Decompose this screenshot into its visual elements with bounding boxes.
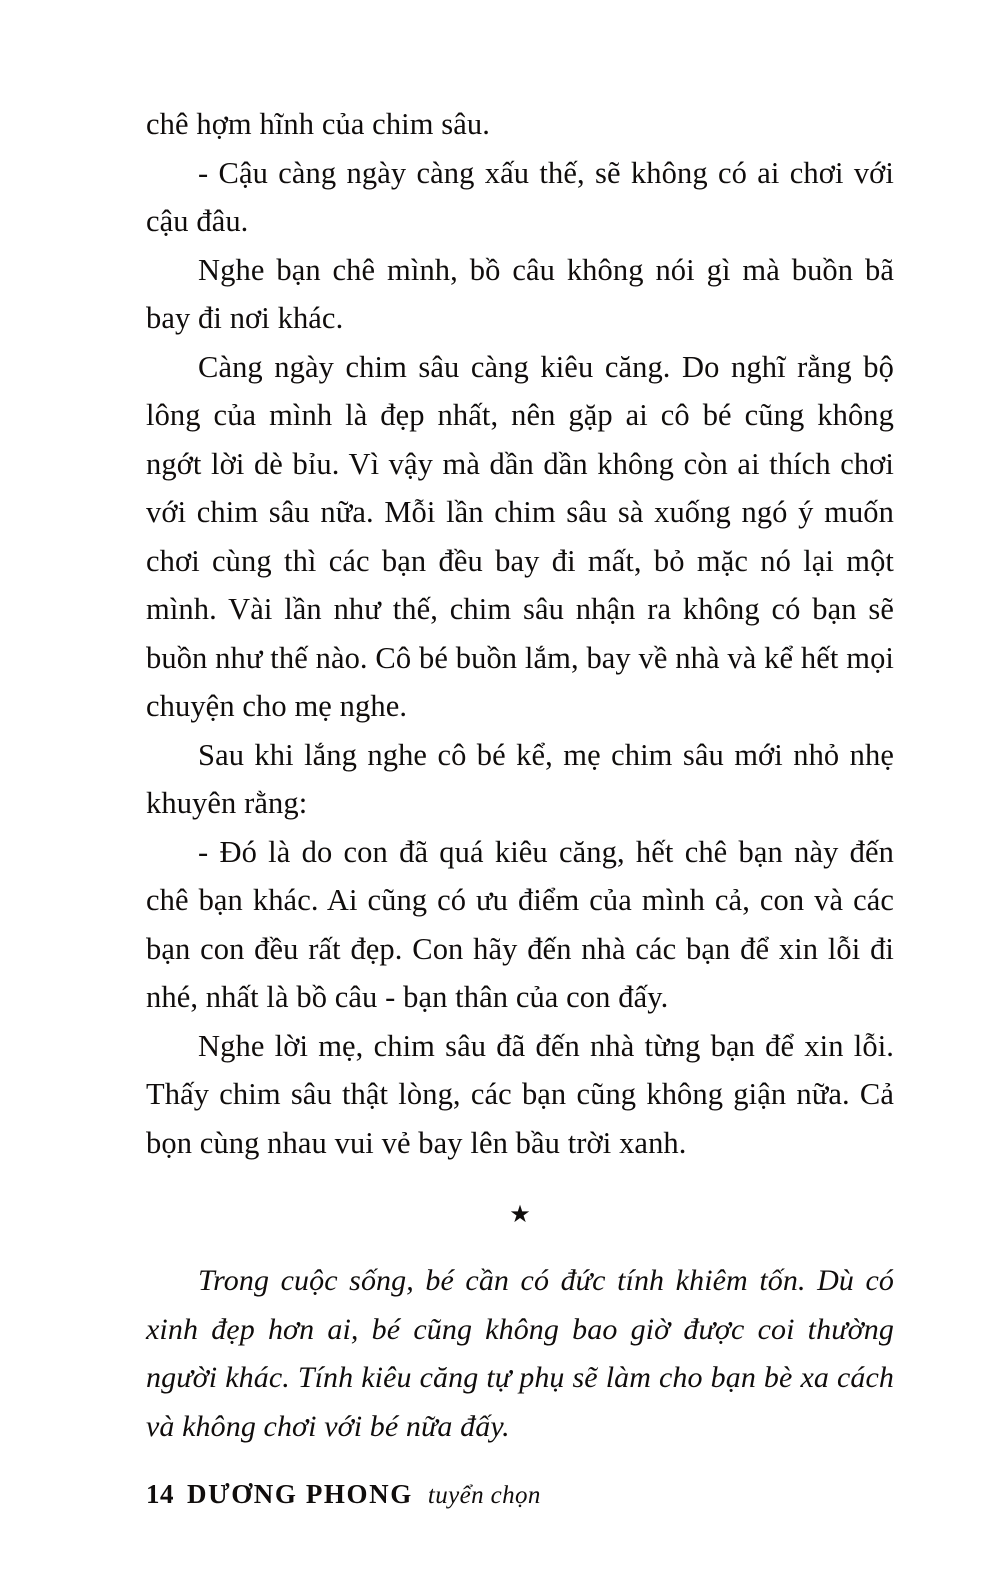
paragraph: Nghe lời mẹ, chim sâu đã đến nhà từng bạn để xin lỗi. Thấy chim sâu thật lòng, các bạn cũng không giận nữa. Cả bọn cùng nhau vui vẻ bay lên bầu trời xanh.	[146, 1028, 894, 1160]
paragraph: Nghe bạn chê mình, bồ câu không nói gì mà buồn bã bay đi nơi khác.	[146, 252, 894, 335]
paragraph: Càng ngày chim sâu càng kiêu căng. Do nghĩ rằng bộ lông của mình là đẹp nhất, nên gặp ai cô bé cũng không ngớt lời dè bỉu. Vì vậy mà dần dần không còn ai thích chơi với chim sâu nữa. Mỗi lần chim sâu sà xuống ngó ý muốn chơi cùng thì các bạn đều bay đi mất, bỏ mặc nó lại một mình. Vài lần như thế, chim sâu nhận ra không có bạn sẽ buồn như thế nào. Cô bé buồn lắm, bay về nhà và kể hết mọi chuyện cho mẹ nghe.	[146, 349, 894, 723]
author-name: DƯƠNG PHONG	[187, 1479, 413, 1509]
page-number: 14	[146, 1479, 174, 1509]
paragraph-dialogue: - Cậu càng ngày càng xấu thế, sẽ không có ai chơi với cậu đâu.	[146, 155, 894, 238]
page-footer	[146, 1479, 894, 1510]
paragraph-dialogue: - Đó là do con đã quá kiêu căng, hết chê bạn này đến chê bạn khác. Ai cũng có ưu điểm của mình cả, con và các bạn con đều rất đẹp. Con hãy đến nhà các bạn để xin lỗi đi nhé, nhất là bồ câu - bạn thân của con đấy.	[146, 834, 894, 1014]
star-divider: ★	[509, 1202, 531, 1228]
paragraph: chê hợm hĩnh của chim sâu.	[146, 107, 490, 141]
moral-section	[146, 1257, 894, 1451]
page-content	[146, 100, 894, 1451]
moral-paragraph: Trong cuộc sống, bé cần có đức tính khiêm tốn. Dù có xinh đẹp hơn ai, bé cũng không bao giờ được coi thường người khác. Tính kiêu căng tự phụ sẽ làm cho bạn bè xa cách và không chơi với bé nữa đấy.	[146, 1264, 894, 1443]
paragraph: Sau khi lắng nghe cô bé kể, mẹ chim sâu mới nhỏ nhẹ khuyên rằng:	[146, 737, 894, 820]
story-body	[146, 100, 894, 1167]
author-role: tuyển chọn	[427, 1482, 541, 1509]
